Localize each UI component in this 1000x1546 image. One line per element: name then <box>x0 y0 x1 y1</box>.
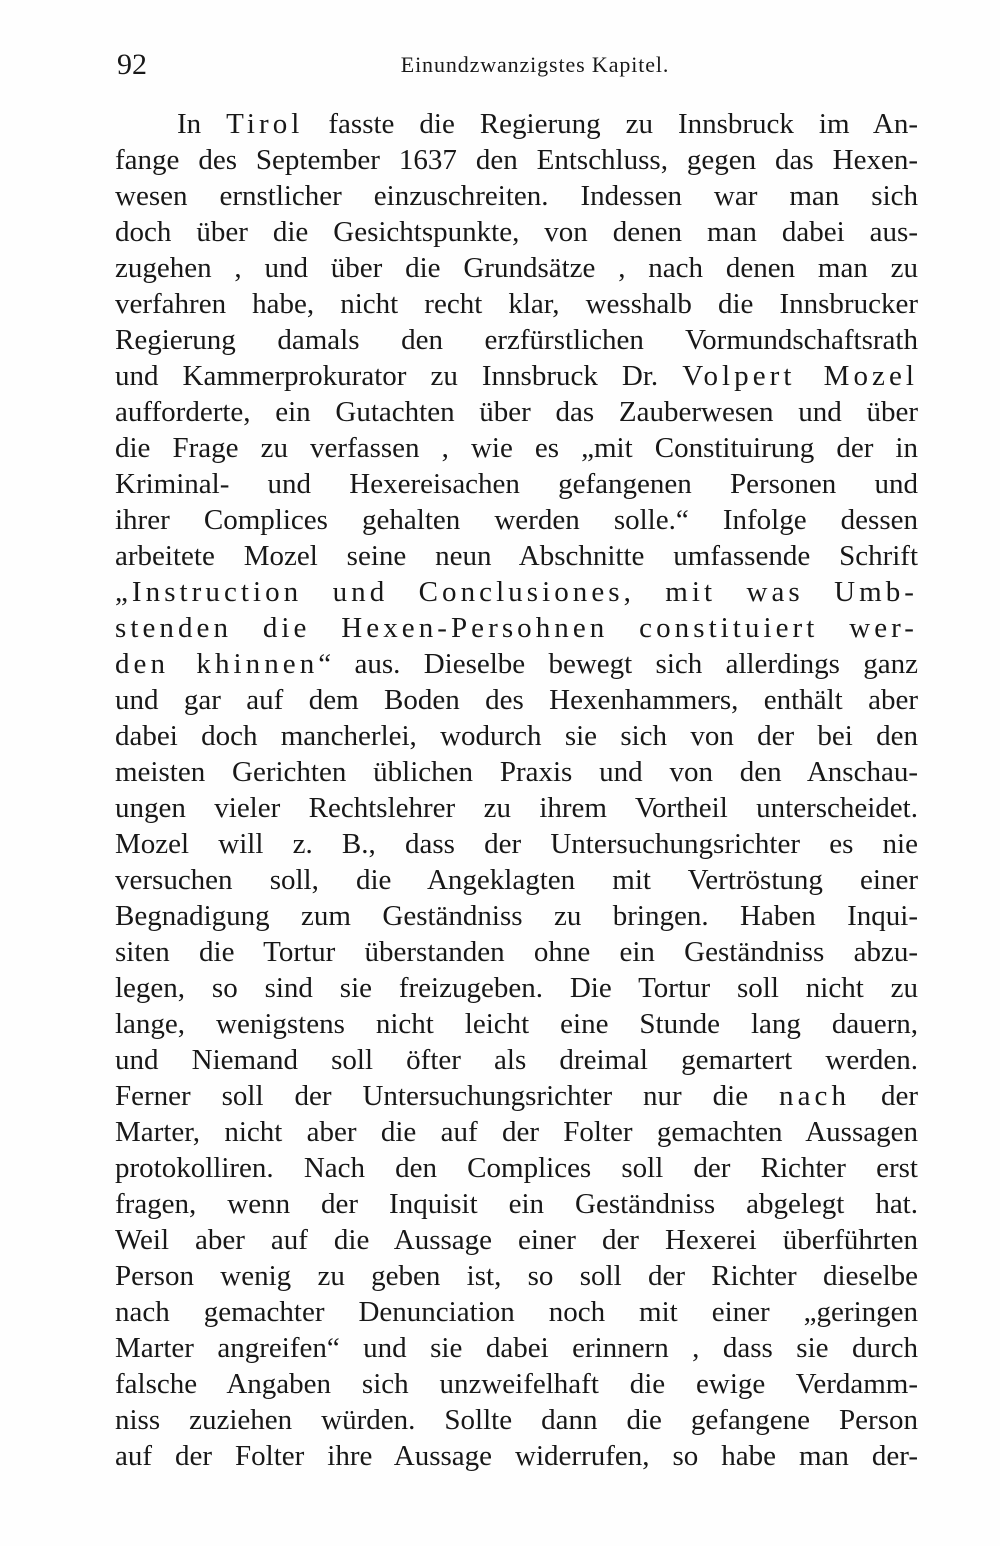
text-line <box>115 1438 918 1474</box>
text-line <box>115 1078 918 1114</box>
text-segment: Kriminal- und Hexereisachen gefangenen Personen und <box>115 468 918 500</box>
text-line <box>115 1042 918 1078</box>
text-line <box>115 1222 918 1258</box>
text-line <box>115 250 918 286</box>
text-segment: Begnadigung zum Geständniss zu bringen. Haben Inqui- <box>115 900 918 932</box>
text-line <box>115 646 918 682</box>
text-segment: In <box>177 108 227 140</box>
text-line <box>115 1114 918 1150</box>
text-segment: Regierung damals den erzfürstlichen Vormundschaftsrath <box>115 324 918 356</box>
text-line <box>115 790 918 826</box>
text-segment: Mozel will z. B., dass der Untersuchungsrichter es nie <box>115 828 918 860</box>
text-segment: und gar auf dem Boden des Hexenhammers, enthält aber <box>115 684 918 716</box>
text-segment: fasste die Regierung zu Innsbruck im An- <box>303 108 918 140</box>
text-line <box>115 178 918 214</box>
text-segment: Person wenig zu geben ist, so soll der Richter dieselbe <box>115 1260 918 1292</box>
text-segment: der <box>850 1080 918 1112</box>
text-segment: meisten Gerichten üblichen Praxis und von den Anschau- <box>115 756 918 788</box>
text-line <box>115 142 918 178</box>
text-line <box>115 718 918 754</box>
text-line <box>115 610 918 646</box>
text-line <box>115 466 918 502</box>
text-segment: protokolliren. Nach den Complices soll der Richter erst <box>115 1152 918 1184</box>
text-line <box>115 1330 918 1366</box>
text-line <box>115 1294 918 1330</box>
text-line <box>115 934 918 970</box>
text-segment: wesen ernstlicher einzuschreiten. Indessen war man sich <box>115 180 918 212</box>
text-line <box>115 862 918 898</box>
text-line <box>115 754 918 790</box>
text-line <box>115 826 918 862</box>
text-line <box>115 430 918 466</box>
text-segment: siten die Tortur überstanden ohne ein Geständniss abzu- <box>115 936 918 968</box>
text-segment: Weil aber auf die Aussage einer der Hexerei überführten <box>115 1224 918 1256</box>
text-segment: versuchen soll, die Angeklagten mit Vertröstung einer <box>115 864 918 896</box>
text-segment: falsche Angaben sich unzweifelhaft die ewige Verdamm- <box>115 1368 918 1400</box>
letterspaced-text: nach <box>779 1080 851 1112</box>
text-segment: aufforderte, ein Gutachten über das Zauberwesen und über <box>115 396 918 428</box>
text-segment: und Kammerprokurator zu Innsbruck Dr. <box>115 360 683 392</box>
text-line <box>115 358 918 394</box>
text-segment: fragen, wenn der Inquisit ein Geständniss abgelegt hat. <box>115 1188 918 1220</box>
text-line <box>115 574 918 610</box>
letterspaced-text: Tirol <box>226 108 304 140</box>
text-segment: legen, so sind sie freizugeben. Die Tortur soll nicht zu <box>115 972 918 1004</box>
text-segment: nach gemachter Denunciation noch mit einer „geringen <box>115 1296 918 1328</box>
text-line <box>115 322 918 358</box>
text-segment: auf der Folter ihre Aussage widerrufen, so habe man der- <box>115 1440 918 1472</box>
letterspaced-text: stenden die Hexen-Persohnen constituiert wer- <box>115 612 918 644</box>
text-segment: “ aus. Dieselbe bewegt sich allerdings ganz <box>318 648 918 680</box>
letterspaced-text: den khinnen <box>115 648 319 680</box>
text-line <box>115 1186 918 1222</box>
text-segment: ihrer Complices gehalten werden solle.“ Infolge dessen <box>115 504 918 536</box>
text-segment: und Niemand soll öfter als dreimal gemartert werden. <box>115 1044 918 1076</box>
text-line <box>115 1258 918 1294</box>
text-segment: arbeitete Mozel seine neun Abschnitte umfassende Schrift <box>115 540 918 572</box>
page-number: 92 <box>117 48 147 81</box>
text-line <box>115 214 918 250</box>
text-segment: ungen vieler Rechtslehrer zu ihrem Vortheil unterscheidet. <box>115 792 918 824</box>
page-body <box>115 106 918 1474</box>
text-line <box>115 970 918 1006</box>
text-segment: doch über die Gesichtspunkte, von denen man dabei aus- <box>115 216 918 248</box>
text-segment: fange des September 1637 den Entschluss, gegen das Hexen- <box>115 144 918 176</box>
chapter-heading: Einundzwanzigstes Kapitel. <box>400 52 670 77</box>
text-segment: verfahren habe, nicht recht klar, wesshalb die Innsbrucker <box>115 288 918 320</box>
text-line <box>115 286 918 322</box>
letterspaced-text: „Instruction und Conclusiones, mit was Umb- <box>115 576 918 608</box>
text-line <box>115 1402 918 1438</box>
text-line <box>115 1150 918 1186</box>
text-segment: lange, wenigstens nicht leicht eine Stunde lang dauern, <box>115 1008 918 1040</box>
text-line <box>115 538 918 574</box>
text-segment: die Frage zu verfassen , wie es „mit Constituirung der in <box>115 432 918 464</box>
text-line <box>115 394 918 430</box>
letterspaced-text: Volpert Mozel <box>682 360 919 392</box>
text-segment: Marter angreifen“ und sie dabei erinnern , dass sie durch <box>115 1332 918 1364</box>
text-segment: niss zuziehen würden. Sollte dann die gefangene Person <box>115 1404 918 1436</box>
text-segment: Ferner soll der Untersuchungsrichter nur die <box>115 1080 780 1112</box>
text-line <box>115 502 918 538</box>
text-segment: zugehen , und über die Grundsätze , nach denen man zu <box>115 252 918 284</box>
text-line <box>115 1006 918 1042</box>
text-line <box>115 898 918 934</box>
text-line <box>115 1366 918 1402</box>
text-segment: dabei doch mancherlei, wodurch sie sich von der bei den <box>115 720 918 752</box>
text-segment: Marter, nicht aber die auf der Folter gemachten Aussagen <box>115 1116 918 1148</box>
text-line <box>115 106 918 142</box>
text-line <box>115 682 918 718</box>
